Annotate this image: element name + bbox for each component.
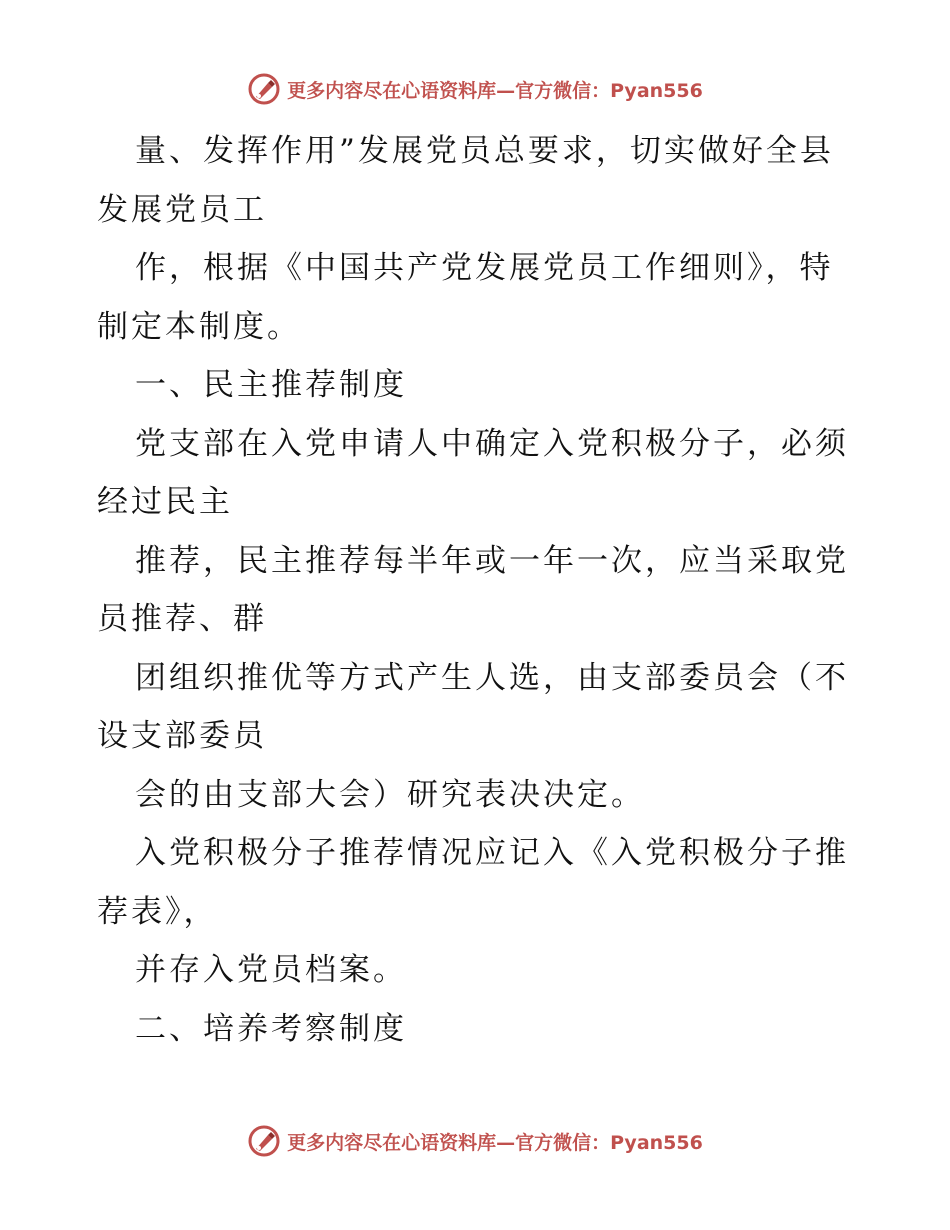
footer-watermark (0, 1124, 950, 1158)
text-line: 设支部委员 (97, 718, 267, 754)
text-line: 推荐，民主推荐每半年或一年一次，应当采取党 (135, 542, 849, 579)
text-line: 党支部在入党申请人中确定入党积极分子，必须 (135, 425, 849, 462)
text-line: 团组织推优等方式产生人选，由支部委员会（不 (135, 659, 849, 696)
text-line: 并存入党员档案。 (135, 952, 407, 988)
watermark-text: 更多内容尽在心语资料库—官方微信：Pyan556 (287, 79, 703, 102)
header-watermark (0, 72, 950, 106)
text-line: 制定本制度。 (97, 308, 301, 345)
text-line: 荐表》， (97, 893, 218, 930)
text-line: 一、民主推荐制度 (135, 367, 407, 403)
text-line: 经过民主 (97, 484, 233, 520)
text-line: 入党积极分子推荐情况应记入《入党积极分子推 (135, 835, 849, 871)
text-line: 员推荐、群 (97, 601, 267, 637)
text-line: 量、发挥作用”发展党员总要求，切实做好全县 (135, 133, 834, 169)
text-line: 会的由支部大会）研究表决决定。 (135, 776, 645, 813)
pen-logo-icon (247, 1124, 281, 1158)
text-line: 二、培养考察制度 (135, 1010, 407, 1047)
watermark-text: 更多内容尽在心语资料库—官方微信：Pyan556 (287, 1131, 703, 1154)
text-line: 作，根据《中国共产党发展党员工作细则》，特 (135, 250, 834, 286)
document-body (97, 122, 857, 1058)
pen-logo-icon (247, 72, 281, 106)
text-line: 发展党员工 (97, 191, 267, 228)
